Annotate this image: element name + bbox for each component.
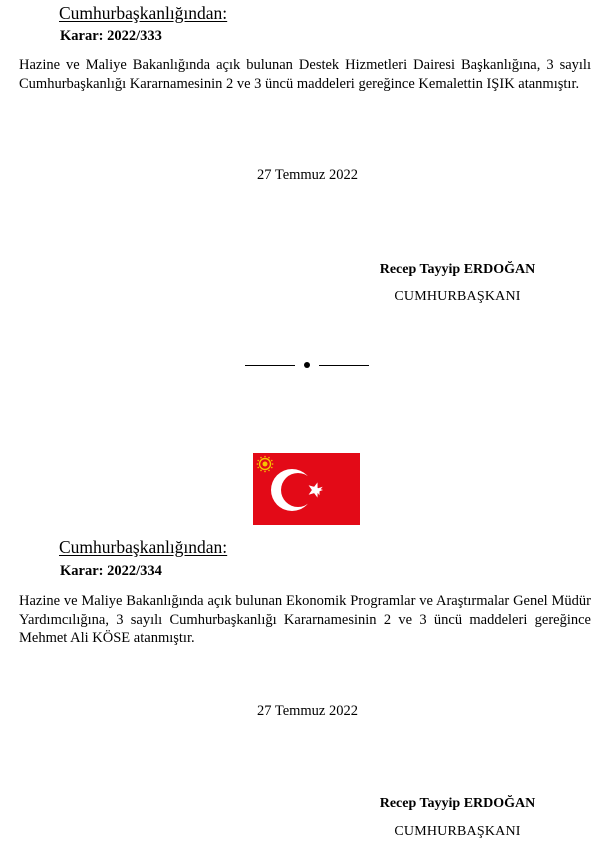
decision-2-signer-title: CUMHURBAŞKANI <box>394 824 521 839</box>
flag-graphic <box>253 453 360 525</box>
decision-1-signer-title: CUMHURBAŞKANI <box>394 289 521 304</box>
separator-line-right <box>319 365 369 366</box>
decision-1-date: 27 Temmuz 2022 <box>256 167 358 183</box>
decision-1-text: Hazine ve Maliye Bakanlığında açık bulunan Destek Hizmetleri Dairesi Başkanlığına, 3 sayılı Cumhurbaşkanlığı Kararnamesinin 2 ve 3 üncü maddeleri gereğince Kemalettin IŞIK atanmıştır. <box>19 57 591 92</box>
turkish-flag-icon <box>253 453 360 525</box>
separator-line-left <box>245 365 295 366</box>
decision-2-text: Hazine ve Maliye Bakanlığında açık bulunan Ekonomik Programlar ve Araştırmalar Genel Müdür Yardımcılığına, 3 sayılı Cumhurbaşkanlığı Kararnamesinin 2 ve 3 üncü maddeleri gereğince Mehmet Ali KÖSE atanmıştır. <box>19 593 591 646</box>
decision-2-signer: Recep Tayyip ERDOĞAN <box>379 796 536 811</box>
decision-2-heading: Cumhurbaşkanlığından: <box>59 537 228 557</box>
decision-1-heading: Cumhurbaşkanlığından: <box>59 3 228 23</box>
decision-1-signer: Recep Tayyip ERDOĞAN <box>379 262 536 277</box>
decision-2-number: Karar: 2022/334 <box>60 563 162 579</box>
section-separator <box>245 358 369 372</box>
decision-2-date: 27 Temmuz 2022 <box>256 703 358 719</box>
decision-1-number: Karar: 2022/333 <box>60 28 162 44</box>
separator-dot-icon <box>304 362 310 368</box>
